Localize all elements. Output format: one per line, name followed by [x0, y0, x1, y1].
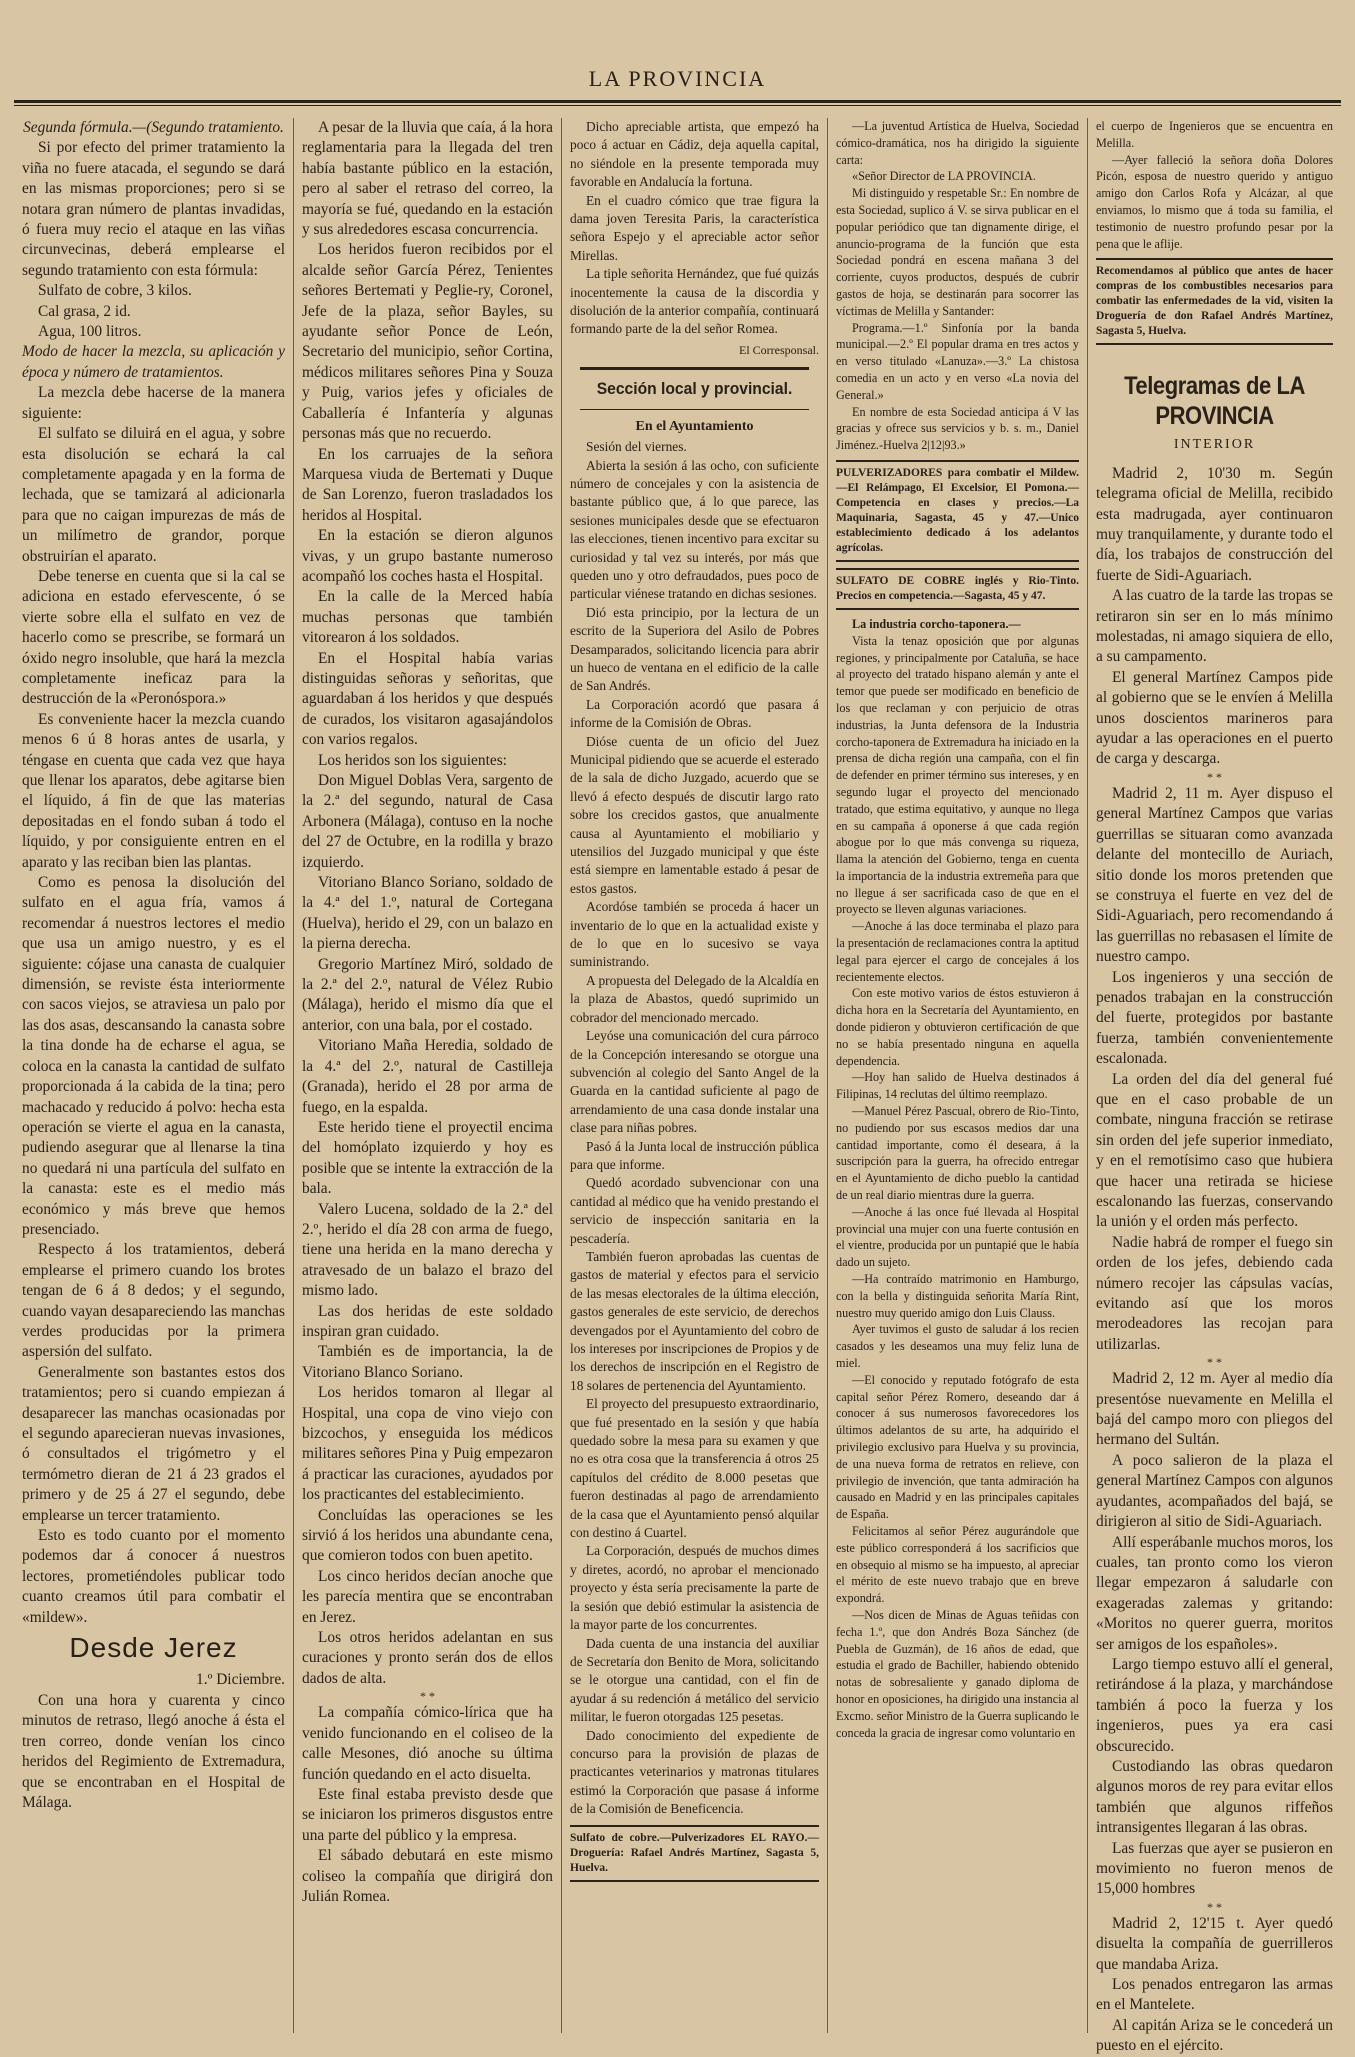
paragraph: Acordóse también se proceda á hacer un inventario de lo que en la actualidad existe y de lo que en lo sucesivo se vaya suministrando.: [570, 899, 819, 970]
paragraph: —Ha contraído matrimonio en Hamburgo, con la bella y distinguida señorita María Rint, nuestro muy querido amigo don Luis Clauss.: [836, 1272, 1079, 1320]
formula-line: Cal grasa, 2 id.: [38, 302, 131, 320]
paragraph: El proyecto del presupuesto extraordinario, que fué presentado en la sesión y que había quedado sobre la mesa para su examen y que no es otra cosa que la transferencia á otros 25 capítulos del crédito de 8.000 pesetas que fueron destinadas al pago de arrendamiento de la casa que el Ayuntamiento pensó alquilar con destino á Cuartel.: [570, 1396, 819, 1541]
signature: El Corresponsal.: [739, 342, 819, 357]
paragraph: Sesión del viernes.: [586, 439, 687, 455]
paragraph: El general Martínez Campos pide al gobierno que se le envíen á Melilla unos doscientos marineros para ayudar a las operaciones en el puerto de carga y descarga.: [1096, 668, 1333, 768]
paragraph: Concluídas las operaciones se les sirvió á los heridos una abundante cena, que comieron todos con buen apetito.: [302, 1506, 553, 1565]
paragraph: La orden del día del general fué que en el caso probable de un combate, ninguna fracción se retirase sin orden del jefe superior inmediato, y en el remotísimo caso que hubiera que hacer una retirada se hiciese escalonando las fuerzas, conservando la unión y el orden más perfecto.: [1096, 1070, 1333, 1231]
paragraph: Madrid 2, 10'30 m. Según telegrama oficial de Melilla, recibido esta madrugada, ayer continuaron muy tranquilamente, y durante todo el día, los trabajos de construcción del fuerte de Sidi-Aguariach.: [1096, 464, 1333, 584]
column-2: [294, 118, 562, 2033]
paragraph: Generalmente son bastantes estos dos tratamientos; pero si cuando empiezan á desaparecer las manchas ocasionadas por el segundo aparecieran nuevas invasiones, ó consultados el trigómetro y el termómetro dieran de 21 á 23 grados el primero y de 25 á 27 el segundo, debe emplearse un tercer tratamiento.: [22, 1363, 285, 1524]
paragraph: —Manuel Pérez Pascual, obrero de Rio-Tinto, no pudiendo por sus escasos medios dar una cantidad importante, como él deseara, á la suscripción para la guerra, ha ofrecido entregar en el Ayuntamiento de dicho pueblo la cantidad de un real diario mientras dure la guerra.: [836, 1104, 1079, 1203]
paragraph: Los cinco heridos decían anoche que les parecía mentira que se encontraban en Jerez.: [302, 1567, 553, 1626]
paragraph: —La juventud Artística de Huelva, Sociedad cómico-dramática, nos ha dirigido la siguiente carta:: [836, 119, 1079, 167]
paragraph: Los heridos fueron recibidos por el alcalde señor García Pérez, Tenientes señores Bertemati y Peglie-ry, Coronel, Jefe de la plaza, señor Bayles, su ayudante señor Ponce de León, Secretario del municipio, señor Cortina, médicos militares señores Pina y Souza y Puig, varios jefes y oficiales de Caballería é Infantería y algunas personas más que no recuerdo.: [302, 241, 553, 443]
paragraph: —Anoche á las once fué llevada al Hospital provincial una mujer con una fuerte contusión en el vientre, producida por un puntapié que le había dado un sujeto.: [836, 1204, 1079, 1270]
paragraph: En nombre de esta Sociedad anticipa á V las gracias y ofrece sus servicios y b. s. m., Daniel Jiménez.-Huelva 2|12|93.»: [836, 404, 1079, 453]
paragraph: Vitoriano Maña Heredia, soldado de la 4.ª del 2.º, natural de Castilleja (Granada), herido el 28 por arma de fuego, en la espalda.: [302, 1037, 553, 1116]
paragraph: Ayer tuvimos el gusto de saludar á los recien casados y les deseamos una muy feliz luna de miel.: [836, 1322, 1079, 1370]
subheading: Modo de hacer la mezcla, su aplicación y época y número de tratamientos.: [22, 343, 285, 381]
paragraph: Allí esperábanle muchos moros, los cuales, tan pronto como los vieron llegar empezaron á saludarle con exageradas zalemas y gritando: «Moritos no querer guerra, moritos ser amigos de los españoles».: [1096, 1533, 1333, 1653]
paragraph: Largo tiempo estuvo allí el general, retirándose á la plaza, y marchándose también á poco la fuerza y los ingenieros, pues ya era casi obscurecido.: [1096, 1655, 1333, 1755]
paragraph: Con una hora y cuarenta y cinco minutos de retraso, llegó anoche á ésta el tren correo, donde venían los cinco heridos del Regimiento de Extremadura, que se encontraban en el Hospital de Málaga.: [22, 1691, 285, 1811]
paragraph: —Hoy han salido de Huelva destinados á Filipinas, 14 reclutas del último reemplazo.: [836, 1070, 1079, 1102]
advertisement-text: Recomendamos al público que antes de hacer compras de los combustibles necesarios para combatir las enfermedades de la vid, visiten la Droguería de don Rafael Andrés Martínez, Sagasta 5, Huelva.: [1096, 265, 1333, 338]
paragraph: En el cuadro cómico que trae figura la dama joven Teresita Paris, la característica señora Espejo y el apreciable actor señor Mirellas.: [570, 192, 819, 263]
paragraph: Custodiando las obras quedaron algunos moros de rey para evitar ellos también que algunos riffeños intransigentes llegaran á las obras.: [1096, 1757, 1333, 1837]
paragraph: El sulfato se diluirá en el agua, y sobre esta disolución se echará la cal completamente apagada y en la forma de lechada, que se tamizará al adicionarla para que no caigan impurezas de más de un milímetro de grandor, porque obstruirían el aparato.: [22, 425, 285, 565]
paragraph: También fueron aprobadas las cuentas de gastos de material y efectos para el servicio de las mesas electorales de la última elección, gastos generales de este servicio, de derechos devengados por el Ayuntamiento del cobro de los intereses por inscripciones de Propios y de los derechos de inscripción en el Registro de 18 solares de pertenencia del Ayuntamiento.: [570, 1248, 819, 1393]
paragraph: Este herido tiene el proyectil encima del homóplato izquierdo y hoy es posible que se intente la extracción de la bala.: [302, 1118, 553, 1198]
paragraph: Los otros heridos adelantan en sus curaciones y pronto serán dos de ellos dados de alta.: [302, 1629, 553, 1687]
paragraph: Madrid 2, 12 m. Ayer al medio día presentóse nuevamente en Melilla el bajá del campo moro con pliegos del hermano del Sultán.: [1096, 1370, 1333, 1449]
paragraph: —Nos dicen de Minas de Aguas teñidas con fecha 1.º, que don Andrés Boza Sánchez (de Puebla de Guzmán), de 16 años de edad, que estudia el grado de Bachiller, habiendo obtenido notas de sobresaliente y ganado diploma de honor en oposiciones, ha dirigido una instancia al Excmo. señor Ministro de la Guerra suplicando le conceda la gracia de ingresar como voluntario en: [836, 1607, 1080, 1740]
advertisement-text: PULVERIZADORES para combatir el Mildew.—El Relámpago, El Excelsior, El Pomona.—Competencia en clases y precios.—La Maquinaria, Sagasta, 45 y 47.—Unico establecimiento dedicado á los adelantos agrícolas.: [836, 466, 1079, 554]
paragraph: En la calle de la Merced había muchas personas que también vitorearon á los soldados.: [302, 588, 553, 647]
paragraph: La tiple señorita Hernández, que fué quizás inocentemente la causa de la discordia y disolución de la anterior compañía, continuará formando parte de la del señor Romea.: [570, 266, 819, 337]
paragraph: La Corporación, después de muchos dimes y diretes, acordó, no aprobar el mencionado proyecto y ésta sería precisamente la parte de la sesión que debió estimular la asistencia de la mayor parte de los concurrentes.: [570, 1543, 819, 1633]
paragraph: Este final estaba previsto desde que se iniciaron los primeros disgustos entre una parte del público y la empresa.: [302, 1785, 553, 1844]
paragraph: Al capitán Ariza se le concederá un puesto en el ejército.: [1096, 2016, 1333, 2055]
paragraph: Abierta la sesión á las ocho, con suficiente número de concejales y con la asistencia de bastante público que, á lo que parece, las sesiones municipales desde que se efectuaron las elecciones, tienen incentivo para excitar su curiosidad y tal vez su interés, por más que queden uno y otro defraudados, pues poco de particular viénese tratando en dichas sesiones.: [570, 457, 819, 602]
dateline: 1.º Diciembre.: [196, 1671, 285, 1689]
paragraph: Madrid 2, 11 m. Ayer dispuso el general Martínez Campos que varias guerrillas se situaran como avanzada delante del montecillo de Auriach, sitio donde los moros pretenden que se construya el fuerte en vez del de Sidi-Aguariach, pero recomendando á las guerrillas no rebasasen el límite de nuestro campo.: [1096, 784, 1333, 966]
paragraph: Esto es todo cuanto por el momento podemos dar á conocer á nuestros lectores, prometiéndoles publicar todo cuanto creamos útil para combatir el «mildew».: [22, 1527, 285, 1626]
separator-stars: * *: [1207, 1355, 1222, 1370]
paragraph: El sábado debutará en este mismo coliseo la compañía que dirigirá don Julián Romea.: [302, 1847, 553, 1905]
paragraph: Vitoriano Blanco Soriano, soldado de la 4.ª del 1.º, natural de Cortegana (Huelva), herido el 29, con un balazo en la pierna derecha.: [302, 874, 553, 953]
advertisement: [1096, 258, 1333, 345]
paragraph: Los heridos son los siguientes:: [318, 751, 507, 769]
article-title: Segunda fórmula.—(Segundo tratamiento.: [23, 119, 284, 136]
paragraph: Programa.—1.º Sinfonía por la banda municipal.—2.º El popular drama en tres actos y en verso titulado «Lanuza».—3.º La chistosa comedia en un acto y en verso «La novia del General.»: [836, 320, 1079, 402]
paragraph: —El conocido y reputado fotógrafo de esta capital señor Pérez Romero, deseando dar á conocer á sus numerosos favorecedores los últimos adelantos de su arte, ha adquirido el privilegio exclusivo para Huelva y su provincia, de una nueva forma de retratos en relieve, con privilegio de invención, que tanta admiración ha causado en Madrid y en las principales capitales de España.: [836, 1372, 1079, 1522]
paragraph: En la estación se dieron algunos vivas, y un grupo bastante numeroso acompañó los coches hasta el Hospital.: [302, 527, 553, 585]
paragraph: Mi distinguido y respetable Sr.: En nombre de esta Sociedad, suplico á V. se sirva publicar en el popular periódico que tan dignamente dirige, el anuncio-programa de la función que esta Sociedad pondrá en escena mañana 3 del corriente, cuyos productos, después de cubrir gastos de hoja, se destinarán para socorrer las víctimas de Melilla y Santander:: [836, 186, 1079, 318]
paragraph: Es conveniente hacer la mezcla cuando menos 6 ú 8 horas antes de usarla, y téngase en cuenta que cada vez que haya que llenar los aparatos, debe agitarse bien el líquido, á fin de que las materias depositadas en el fondo suban á todo el líquido, y por consiguiente entren en el aparato y las reciban bien las plantas.: [22, 710, 285, 871]
paragraph: A propuesta del Delegado de la Alcaldía en la plaza de Abastos, quedó suprimido un cobrador del mencionado mercado.: [570, 972, 819, 1025]
paragraph: Don Miguel Doblas Vera, sargento de la 2.ª del segundo, natural de Casa Arbonera (Málaga), contuso en la noche del 27 de Octubre, en la rodilla y brazo izquierdo.: [302, 772, 553, 871]
paragraph: Quedó acordado subvencionar con una cantidad al médico que ha venido prestando el servicio de inspección sanitaria en la pescadería.: [570, 1175, 819, 1246]
paragraph: Como es penosa la disolución del sulfato en el agua fría, vamos á recomendar á nuestros lectores el medio que usa un amigo nuestro, y es el siguiente: cójase una canasta de cualquier dimensión, se reviste ésta interiormente con sacos viejos, se atraviesa un palo por las dos asas, descansando la canasta sobre la tina donde ha de echarse el agua, se coloca en la canasta la cantidad de sulfato proporcionada á la cabida de la tina; pero machacado y reducido á polvo: hecha esta operación se vierte el agua en la canasta, pudiendo asegurar que al llenarse la tina no quedará ni una partícula del sulfato en la canasta: este es el medio más económico y más breve que hemos presenciado.: [22, 874, 285, 1238]
advertisement-text: Sulfato de cobre.—Pulverizadores EL RAYO.—Droguería: Rafael Andrés Martínez, Sagasta 5, Huelva.: [570, 1831, 819, 1874]
section-heading: Telegramas de LA PROVINCIA: [1124, 372, 1305, 431]
paragraph: Los heridos tomaron al llegar al Hospital, una copa de vino viejo con bizcochos, y enseguida los médicos militares señores Pina y Puig empezaron á practicar las curaciones, ayudados por los practicantes del establecimiento.: [302, 1384, 553, 1504]
advertisement: [570, 1825, 819, 1882]
columns: [14, 118, 1341, 2055]
formula-line: Sulfato de cobre, 3 kilos.: [38, 282, 192, 300]
section-heading: Desde Jerez: [69, 1632, 238, 1664]
paragraph: Debe tenerse en cuenta que si la cal se adiciona en estado efervescente, ó se vierte sobre ella el sulfato en vez de hacerlo como se prescribe, se formará un óxido negro insoluble, que hará la mezcla completamente ineficaz para la destrucción de la «Peronóspora.»: [22, 567, 285, 708]
paragraph: Gregorio Martínez Miró, soldado de la 2.ª del 2.º, natural de Vélez Rubio (Málaga), herido el mismo día que el anterior, con una bala, por el costado.: [302, 955, 553, 1034]
paragraph: La Corporación acordó que pasara á informe de la Comisión de Obras.: [570, 696, 819, 731]
paragraph: Dicho apreciable artista, que empezó ha poco á actuar en Cádiz, deja aquella capital, no siéndole en la presente temporada muy favorable en Andalucía la fortuna.: [570, 119, 819, 190]
paragraph: Dado conocimiento del expediente de concurso para la provisión de plazas de practicantes veterinarios y matronas titulares estimó la Corporación que pasase á informe de la Comisión de Beneficencia.: [570, 1727, 819, 1817]
advertisement: [836, 568, 1079, 610]
paragraph: Pasó á la Junta local de instrucción pública para que informe.: [570, 1138, 819, 1172]
paragraph: Las dos heridas de este soldado inspiran gran cuidado.: [302, 1302, 553, 1340]
masthead: LA PROVINCIA: [588, 66, 767, 91]
paragraph: Respecto á los tratamientos, deberá emplearse el primero cuando los brotes tengan de 6 á 8 dedos; y el segundo, cuando vayan desapareciendo las manchas verdes producidas por la primera aspersión del sulfato.: [22, 1241, 285, 1361]
paragraph: Felicitamos al señor Pérez augurándole que este público corresponderá á los sacrificios que en obsequio al mismo se ha impuesto, al apreciar el mérito de este nuevo trabajo que en breve expondrá.: [836, 1523, 1079, 1606]
paragraph: —Ayer falleció la señora doña Dolores Picón, esposa de nuestro querido y antiguo amigo don Carlos Rofa y Alcázar, al que enviamos, lo mismo que á toda su familia, el testimonio de nuestro profundo pesar por la pena que le aflije.: [1096, 152, 1333, 251]
paragraph: A pesar de la lluvia que caía, á la hora reglamentaria para la llegada del tren había bastante público en la estación, pero al saber el retraso del correo, la mayoría se fué, quedando en la estación y sus alrededores escasa concurrencia.: [302, 119, 553, 239]
paragraph: En los carruajes de la señora Marquesa viuda de Bertemati y Duque de San Lorenzo, fueron trasladados los heridos al Hospital.: [302, 445, 553, 524]
column-5: [1088, 118, 1341, 2055]
paragraph: Vista la tenaz oposición que por algunas regiones, y principalmente por Cataluña, se hace al proyecto del tratado hispano alemán y ante el temor que puede ser modificado en beneficio de los que reclaman y con perjuicio de otras industrias, la Junta defensora de la Industria corcho-taponera de Extremadura ha iniciado en la prensa de dicha región una campaña, con el fin de defender en primer término sus intereses, y en segundo lugar el proyecto del mencionado tratado, que estima equitativo, y aunque no llega en su campaña á oponerse á que cada región abogue por lo que más convenga su riqueza, llama la atención del Gobierno, tenga en cuenta la importancia de la industria extremeña para que no llegue á ser sacrificada caso de que en el proyecto se lleven algunas variaciones.: [836, 633, 1079, 917]
paragraph: Valero Lucena, soldado de la 2.ª del 2.º, herido el día 28 con arma de fuego, tiene una herida en la mano derecha y atravesado de un balazo el brazo del mismo lado.: [302, 1200, 553, 1300]
paragraph: Dada cuenta de una instancia del auxiliar de Secretaría don Benito de Mora, solicitando se le otorgue una cantidad, con el fin de ayudar á su redención á metálico del servicio militar, le fueron otorgadas 125 pesetas.: [570, 1635, 819, 1725]
column-3: [562, 118, 828, 2033]
paragraph: Los ingenieros y una sección de penados trabajan en la construcción del fuerte, protegidos por bastante fuerza, también convenientemente escalonada.: [1096, 968, 1333, 1068]
formula-line: Agua, 100 litros.: [38, 323, 142, 341]
paragraph: Los penados entregaron las armas en el Mantelete.: [1096, 1976, 1333, 2014]
advertisement-text: SULFATO DE COBRE inglés y Rio-Tinto. Precios en competencia.—Sagasta, 45 y 47.: [836, 574, 1079, 602]
paragraph: La compañía cómico-lírica que ha venido funcionando en el coliseo de la calle Mesones, dió anoche su última función quedando en el acto disuelta.: [302, 1704, 553, 1783]
paragraph: «Señor Director de LA PROVINCIA.: [852, 169, 1036, 184]
subheading: En el Ayuntamiento: [635, 418, 754, 434]
advertisement: [836, 460, 1079, 562]
paragraph: En el Hospital había varias distinguidas señoras y señoritas, que aguardaban á los heridos y que después de curados, los visitaron agasajándolos con varios regalos.: [302, 649, 553, 749]
paragraph: Nadie habrá de romper el fuego sin orden de los jefes, debiendo cada número recojer las cápsulas vacías, evitando así que los moros merodeadores las recojan para utilizarlas.: [1096, 1233, 1333, 1353]
column-1: [14, 118, 294, 2033]
subheading: INTERIOR: [1173, 437, 1256, 453]
paragraph: Las fuerzas que ayer se pusieron en movimiento no fueron menos de 15,000 hombres: [1096, 1839, 1333, 1898]
paragraph: el cuerpo de Ingenieros que se encuentra en Melilla.: [1096, 119, 1333, 150]
paragraph: Si por efecto del primer tratamiento la viña no fuere atacada, el segundo se dará en las mismas proporciones; pero si se notara gran número de plantas invadidas, ó fuera muy recio el ataque en las viñas circunvecinas, deberá emplearse el segundo tratamiento con esta fórmula:: [22, 139, 285, 279]
masthead-rule: [14, 100, 1341, 106]
section-heading: Sección local y provincial.: [580, 367, 809, 409]
paragraph: Dióse cuenta de un oficio del Juez Municipal pidiendo que se acuerde el esterado de la sala de dicho Juzgado, acuerdo que se llevó á efecto después de discutir largo rato sobre los crecidos gastos, que anualmente causa al Ayuntamiento el mobiliario y utensilios del Juzgado municipal y que éste está siempre en lamentable estado á pesar de estos gastos.: [570, 733, 819, 896]
subheading: La industria corcho-taponera.—: [852, 616, 1021, 631]
paragraph: A poco salieron de la plaza el general Martínez Campos con algunos ayudantes, acompañados del bajá, se dirigieron al sitio de Sidi-Aguariach.: [1096, 1451, 1333, 1531]
separator-stars: * *: [1207, 769, 1222, 784]
separator-stars: * *: [1207, 1899, 1222, 1914]
separator-stars: * *: [420, 1689, 435, 1704]
paragraph: También es de importancia, la de Vitoriano Blanco Soriano.: [302, 1343, 553, 1381]
paragraph: Madrid 2, 12'15 t. Ayer quedó disuelta la compañía de guerrilleros que mandaba Ariza.: [1096, 1914, 1333, 1973]
paragraph: Con este motivo varios de éstos estuvieron á dicha hora en la Secretaría del Ayuntamiento, en donde pidieron y obtuvieron certificación de que no se había presentado ninguna en aquella dependencia.: [836, 986, 1079, 1068]
paragraph: La mezcla debe hacerse de la manera siguiente:: [22, 384, 285, 422]
column-4: [828, 118, 1088, 2033]
paragraph: Dió esta principio, por la lectura de un escrito de la Superiora del Asilo de Pobres Desamparados, solicitando licencia para abrir un hueco de ventana en el edificio de la calle de San Andrés.: [570, 604, 819, 694]
paragraph: Leyóse una comunicación del cura párroco de la Concepción interesando se otorgue una subvención al colegio del Santo Angel de la Guarda en la cantidad suficiente al pago de arrendamiento de una casa donde instalar una clase para niñas pobres.: [570, 1028, 819, 1136]
paragraph: A las cuatro de la tarde las tropas se retiraron sin ser en lo más mínimo molestadas, ni amago siquiera de ello, a su campamento.: [1096, 587, 1333, 666]
paragraph: —Anoche á las doce terminaba el plazo para la presentación de reclamaciones contra la aptitud legal para ejercer el cargo de concejales á los recientemente electos.: [836, 919, 1079, 984]
